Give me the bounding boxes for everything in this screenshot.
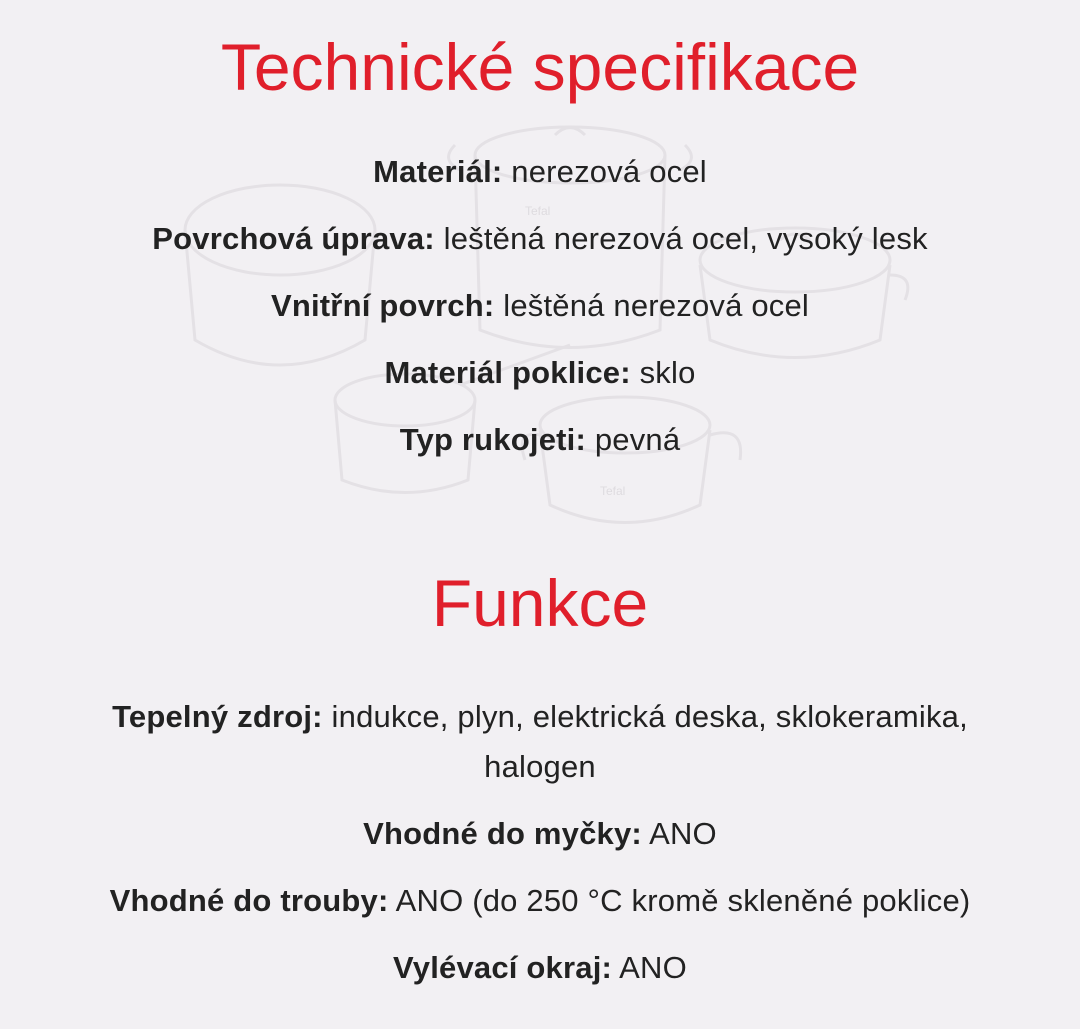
spec-key: Typ rukojeti: [399, 422, 587, 457]
watermark-brand-front: Tefal [600, 484, 626, 498]
spec-row-surface-finish [0, 215, 1080, 263]
spec-row-handle-type [0, 416, 1080, 464]
spec-value: leštěná nerezová ocel [503, 288, 810, 323]
spec-key: Vhodné do trouby: [109, 883, 389, 918]
spec-key: Materiál poklice: [384, 355, 631, 390]
features-section [0, 566, 1080, 1010]
technical-specs-section [0, 30, 1080, 483]
spec-value: ANO [619, 950, 687, 985]
spec-row-lid-material [0, 349, 1080, 397]
spec-value: pevná [594, 422, 681, 457]
spec-value: leštěná nerezová ocel, vysoký lesk [443, 221, 928, 256]
spec-row-dishwasher-safe [0, 809, 1080, 859]
spec-value: indukce, plyn, elektrická deska, sklokeramika, halogen [331, 699, 968, 784]
spec-row-oven-safe [0, 876, 1080, 926]
features-title: Funkce [431, 566, 649, 640]
watermark-brand: Tefal [525, 204, 551, 218]
spec-key: Vylévací okraj: [393, 950, 613, 985]
spec-key: Materiál: [373, 154, 503, 189]
spec-value: ANO [649, 816, 717, 851]
spec-key: Povrchová úprava: [152, 221, 435, 256]
spec-row-inner-surface [0, 282, 1080, 330]
spec-key: Vnitřní povrch: [270, 288, 495, 323]
technical-specs-title: Technické specifikace [220, 30, 860, 104]
spec-row-heat-source [0, 692, 1080, 792]
spec-row-material [0, 148, 1080, 196]
spec-key: Tepelný zdroj: [112, 699, 323, 734]
spec-value: nerezová ocel [511, 154, 707, 189]
spec-value: ANO (do 250 °C kromě skleněné poklice) [395, 883, 971, 918]
spec-value: sklo [639, 355, 696, 390]
spec-key: Vhodné do myčky: [363, 816, 642, 851]
spec-row-pouring-rim [0, 943, 1080, 993]
